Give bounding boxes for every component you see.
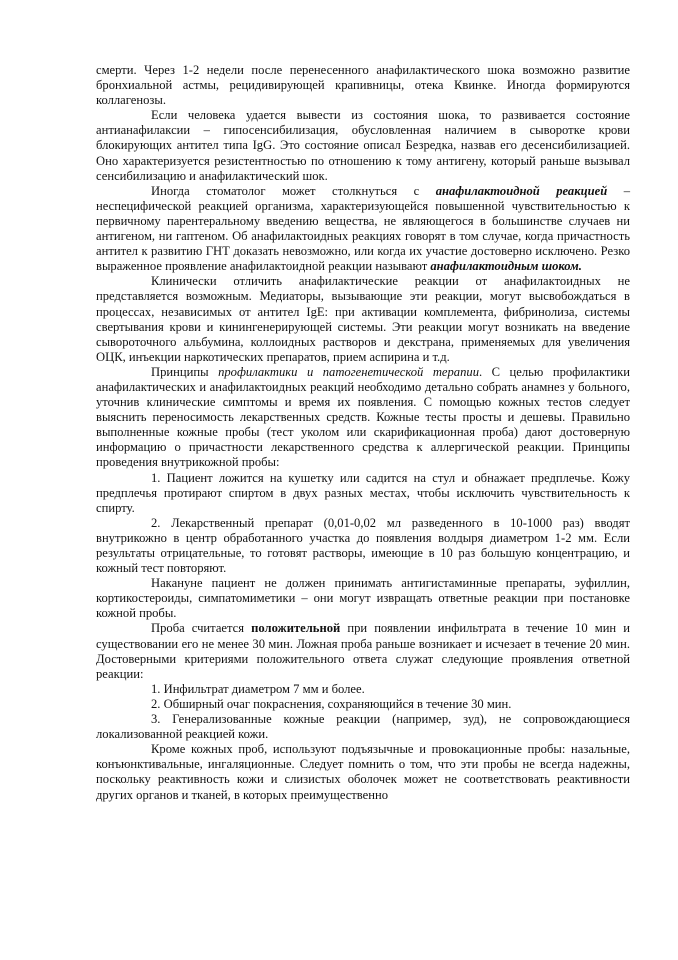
paragraph [96, 742, 630, 802]
text-run: 2. Обширный очаг покраснения, сохраняющийся в течение 30 мин. [151, 696, 512, 711]
text-run: – неспецифической реакцией организма, характеризующейся повышенной чувствительностью к первичному парентеральному введению вещества, не являющегося в большинстве случаев ни антигеном, ни гаптеном. Об анафилактоидных реакциях говорят в том случае, когда причастность антител к развитию ГНТ доказать невозможно, или когда их участие достоверно исключено. Резко выраженное проявление анафилактоидной реакции называют [96, 183, 630, 274]
paragraph [96, 184, 630, 275]
text-run: 1. Пациент ложится на кушетку или садится на стул и обнажает предплечье. Кожу предплечья протирают спиртом в двух разных местах, чтобы исключить чувствительность к спирту. [96, 470, 630, 515]
paragraph [96, 697, 630, 712]
paragraph [96, 108, 630, 183]
emphasized-term: анафилактоидной реакцией [435, 183, 608, 198]
text-run: Проба считается [151, 621, 252, 636]
text-run: смерти. Через 1-2 недели после перенесенного анафилактического шока возможно развитие бронхиальной астмы, рецидивирующей крапивницы, отека Квинке. Иногда формируются коллагенозы. [96, 63, 630, 108]
paragraph [96, 576, 630, 621]
paragraph [96, 471, 630, 516]
text-run: 1. Инфильтрат диаметром 7 мм и более. [151, 681, 365, 696]
paragraph [96, 365, 630, 471]
text-run: 2. Лекарственный препарат (0,01-0,02 мл разведенного в 10-1000 раз) вводят внутрикожно в центр обработанного участка до появления волдыря диаметром 1-2 мм. Если результаты отрицательные, то готовят растворы, имеющие в 10 раз большую концентрацию, и кожный тест повторяют. [96, 515, 630, 576]
text-run: Если человека удается вывести из состояния шока, то развивается состояние антианафилаксии – гипосенсибилизация, обусловленная наличием в сыворотке крови блокирующих антител типа IgG. Это состояние описал Безредка, назвав его десенсибилизацией. Оно характеризуется резистентностью по отношению к тому антигену, который раньше вызывал сенсибилизацию и анафилактический шок. [96, 108, 630, 183]
text-run: . С целью профилактики анафилактических и анафилактоидных реакций необходимо детально собрать анамнез у больного, уточнив клинические симптомы и время их появления. С помощью кожных тестов следует выяснить переносимость лекарственных средств. Кожные тесты просты и дешевы. Правильно выполненные кожные пробы (тест уколом или скарификационная проба) дают достоверную информацию о причастности лекарственного средства к аллергической реакции. Принципы проведения внутрикожной пробы: [96, 364, 630, 470]
paragraph [96, 621, 630, 681]
text-run: 3. Генерализованные кожные реакции (например, зуд), не сопровождающиеся локализованной реакцией кожи. [96, 712, 630, 742]
emphasized-term: профилактики и патогенетической терапии [218, 364, 479, 379]
paragraph [96, 274, 630, 365]
paragraph [96, 682, 630, 697]
text-run: Клинически отличить анафилактические реакции от анафилактоидных не представляется возможным. Медиаторы, вызывающие эти реакции, могут высвобождаться в процессах, независимых от антител IgE: при активации комплемента, фибринолиза, системы свертывания крови и кинингенерирующей системы. Эти реакции могут возникать на введение сывороточного альбумина, коллоидных растворов и декстрана, применяемых для увеличения ОЦК, инъекции наркотических препаратов, прием аспирина и т.д. [96, 274, 630, 364]
paragraph [96, 712, 630, 742]
emphasized-term: анафилактоидным шоком. [430, 259, 582, 274]
text-run: Накануне пациент не должен принимать антигистаминные препараты, эуфиллин, кортикостероиды, симпатомиметики – они могут извращать ответные реакции при постановке кожной пробы. [96, 576, 630, 621]
paragraph [96, 516, 630, 576]
emphasized-term: положительной [251, 621, 341, 636]
paragraph [96, 63, 630, 108]
text-run: Иногда стоматолог может столкнуться с [151, 183, 436, 198]
text-run: Кроме кожных проб, используют подъязычные и провокационные пробы: назальные, конъюнктивальные, ингаляционные. Следует помнить о том, что эти пробы не всегда надежны, поскольку реактивность кожи и слизистых оболочек может не соответствовать реактивности других органов и тканей, в которых преимущественно [96, 742, 630, 802]
document-page [96, 63, 630, 803]
text-run: Принципы [151, 364, 219, 379]
text-run: при появлении инфильтрата в течение 10 мин и существовании его не менее 30 мин. Ложная проба раньше возникает и исчезает в течение 20 мин. Достоверными критериями положительного ответа служат следующие проявления ответной реакции: [96, 621, 630, 681]
